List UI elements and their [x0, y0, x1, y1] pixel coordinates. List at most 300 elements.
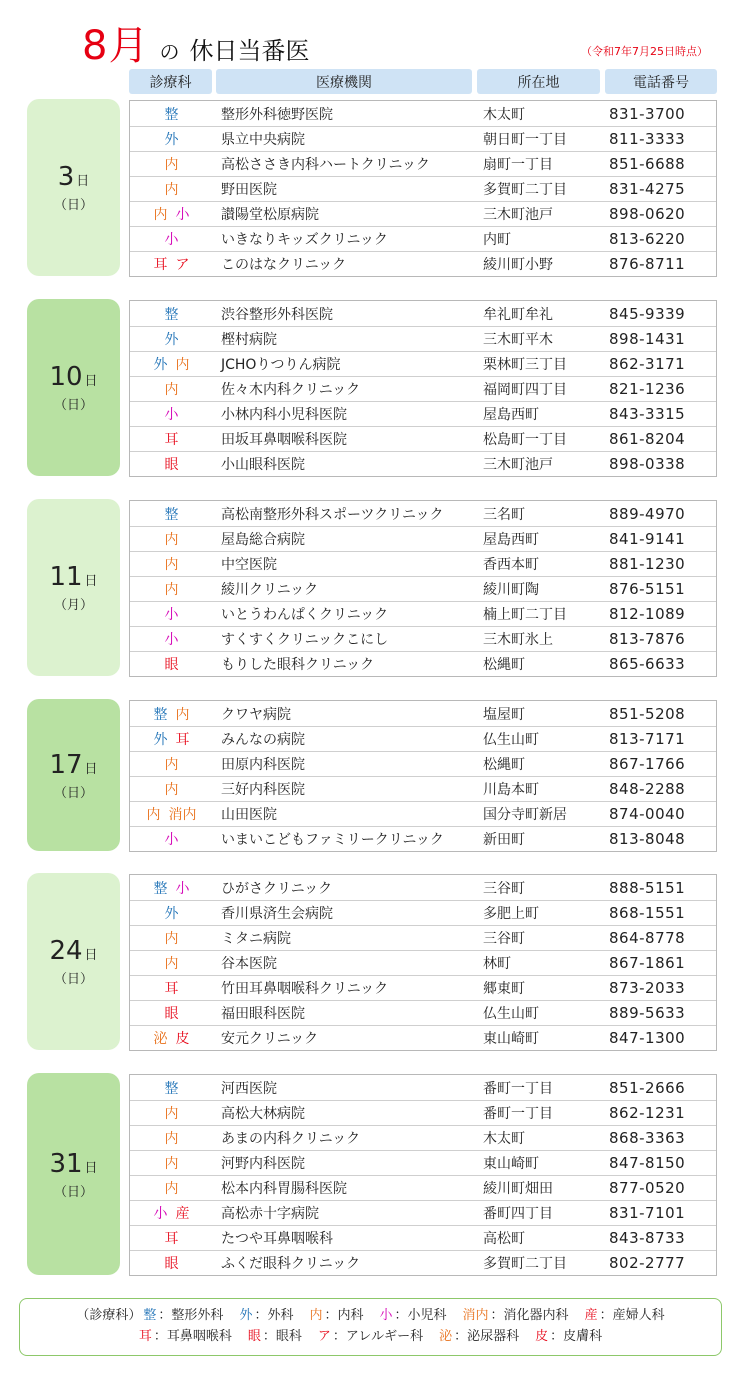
dept-cell — [130, 104, 213, 124]
dept-abbr: 内 — [164, 157, 179, 173]
table-row — [130, 826, 716, 851]
table-row — [130, 626, 716, 651]
institution-name: ミタニ病院 — [221, 931, 291, 947]
legend-line — [20, 1305, 721, 1326]
phone-number: 862-1231 — [609, 1104, 686, 1122]
phone-number: 864-8778 — [609, 929, 686, 947]
day-number — [49, 362, 97, 392]
dept-abbr: 消内 — [168, 807, 197, 823]
dept-abbr: 眼 — [164, 1256, 179, 1272]
dept-cell — [130, 579, 213, 599]
dept-cell — [130, 1003, 213, 1023]
table-row — [130, 351, 716, 376]
legend-abbr: 整 — [143, 1308, 157, 1323]
institution-name: もりした眼科クリニック — [221, 657, 375, 673]
address: 屋島西町 — [483, 407, 539, 423]
legend-text: ：アレルギー科 — [332, 1329, 424, 1344]
phone-number: 802-2777 — [609, 1254, 686, 1272]
dept-cell — [130, 354, 213, 374]
dept-abbr: 整 — [164, 506, 179, 523]
phone-number: 843-3315 — [609, 405, 686, 423]
dept-cell — [130, 129, 213, 149]
title-main: 休日当番医 — [189, 37, 310, 65]
table-row — [130, 726, 716, 751]
institution-name: 福田眼科医院 — [221, 1006, 305, 1022]
institution-name: 香川県済生会病院 — [221, 906, 333, 922]
day-unit: 日 — [84, 948, 98, 963]
phone-number: 861-8204 — [609, 430, 686, 448]
address: 多賀町二丁目 — [483, 182, 567, 198]
institution-name: 樫村病院 — [221, 332, 277, 348]
dept-abbr: 内 — [164, 382, 179, 398]
institution-name: 谷本医院 — [221, 956, 277, 972]
dept-cell — [130, 804, 213, 824]
table-row — [130, 451, 716, 476]
institution-name: 野田医院 — [221, 182, 277, 198]
dept-cell — [130, 1128, 213, 1148]
institution-name: 屋島総合病院 — [221, 532, 305, 548]
address: 川島本町 — [483, 782, 539, 798]
address: 木太町 — [483, 1131, 525, 1147]
dept-abbr: 小 — [164, 607, 179, 623]
dept-cell — [130, 1253, 213, 1273]
address: 松島町一丁目 — [483, 432, 567, 448]
table-row — [130, 226, 716, 251]
dept-cell — [130, 154, 213, 174]
address: 番町四丁目 — [483, 1206, 553, 1222]
weekday: （日） — [53, 198, 93, 213]
table-row — [130, 576, 716, 601]
dept-abbr: 小 — [164, 832, 179, 848]
institution-name: すくすくクリニックこにし — [221, 632, 389, 648]
institution-name: このはなクリニック — [221, 257, 347, 273]
table-row — [130, 151, 716, 176]
table-row — [130, 1175, 716, 1200]
table-row — [130, 601, 716, 626]
address: 高松町 — [483, 1231, 525, 1247]
address: 三谷町 — [483, 880, 525, 897]
address: 内町 — [483, 232, 511, 248]
dept-abbr: 産 — [175, 1206, 190, 1222]
day-number — [49, 936, 97, 966]
as-of-date: （令和7年7月25日時点） — [581, 45, 708, 58]
table-row — [130, 801, 716, 826]
dept-abbr: 整 — [164, 106, 179, 123]
dept-abbr: 小 — [164, 232, 179, 248]
address: 塩屋町 — [483, 706, 525, 723]
dept-cell — [130, 1078, 213, 1098]
dept-cell — [130, 329, 213, 349]
institution-name: 中空医院 — [221, 557, 277, 573]
address: 楠上町二丁目 — [483, 607, 567, 623]
phone-number: 812-1089 — [609, 605, 686, 623]
dept-abbr: 眼 — [164, 1006, 179, 1022]
dept-abbr: 外 — [153, 357, 168, 373]
address: 東山崎町 — [483, 1031, 539, 1047]
institution-name: あまの内科クリニック — [221, 1131, 361, 1147]
phone-number: 813-8048 — [609, 830, 686, 848]
address: 林町 — [483, 956, 511, 972]
institution-name: 安元クリニック — [221, 1031, 319, 1047]
table-row — [130, 301, 716, 326]
department-legend — [19, 1298, 722, 1356]
table-row — [130, 875, 716, 900]
institution-name: 田原内科医院 — [221, 757, 305, 773]
address: 三名町 — [483, 506, 525, 523]
phone-number: 888-5151 — [609, 878, 686, 897]
table-row — [130, 701, 716, 726]
dept-cell — [130, 878, 213, 898]
dept-cell — [130, 978, 213, 998]
address: 綾川町陶 — [483, 582, 539, 598]
institution-name: ふくだ眼科クリニック — [221, 1256, 361, 1272]
legend-text: ：皮膚科 — [550, 1329, 603, 1344]
address: 香西本町 — [483, 557, 539, 573]
address: 多賀町二丁目 — [483, 1256, 567, 1272]
legend-prefix: （診療科） — [76, 1308, 142, 1323]
legend-line — [20, 1326, 721, 1347]
dept-abbr: 内 — [164, 757, 179, 773]
address: 番町一丁目 — [483, 1080, 553, 1097]
dept-cell — [130, 504, 213, 524]
legend-abbr: 泌 — [439, 1329, 453, 1344]
phone-number: 868-3363 — [609, 1129, 686, 1147]
phone-number: 831-3700 — [609, 104, 686, 123]
phone-number: 813-7171 — [609, 730, 686, 748]
header-address: 所在地 — [477, 69, 600, 94]
institution-name: 綾川クリニック — [221, 582, 319, 598]
address: 木太町 — [483, 106, 525, 123]
dept-cell — [130, 429, 213, 449]
dept-abbr: 耳 — [164, 432, 179, 448]
dept-abbr: 整 — [164, 306, 179, 323]
institution-name: 渋谷整形外科医院 — [221, 306, 333, 323]
institution-name: たつや耳鼻咽喉科 — [221, 1231, 333, 1247]
phone-number: 889-5633 — [609, 1004, 686, 1022]
table-row — [130, 426, 716, 451]
table-row — [130, 251, 716, 276]
dept-cell — [130, 1103, 213, 1123]
dept-abbr: 外 — [164, 132, 179, 148]
dept-cell — [130, 654, 213, 674]
day-box — [27, 699, 120, 851]
address: 綾川町畑田 — [483, 1181, 553, 1197]
weekday: （日） — [53, 1184, 93, 1200]
table-row — [130, 1000, 716, 1025]
address: 三木町氷上 — [483, 632, 553, 648]
phone-number: 867-1766 — [609, 755, 686, 773]
dept-cell — [130, 754, 213, 774]
dept-cell — [130, 928, 213, 948]
table-row — [130, 1125, 716, 1150]
dept-abbr: 皮 — [175, 1031, 190, 1047]
legend-abbr: 小 — [379, 1308, 393, 1323]
phone-number: 898-0338 — [609, 455, 686, 473]
day-value: 31 — [49, 1148, 83, 1179]
day-box — [27, 299, 120, 476]
table-row — [130, 1250, 716, 1275]
page-title — [82, 14, 310, 69]
address: 松縄町 — [483, 757, 525, 773]
dept-abbr: 眼 — [164, 457, 179, 473]
dept-cell — [130, 304, 213, 324]
phone-number: 845-9339 — [609, 304, 686, 323]
day-box — [27, 99, 120, 276]
day-table — [129, 700, 717, 852]
dept-abbr: 小 — [175, 880, 190, 897]
legend-abbr: 皮 — [535, 1329, 549, 1344]
dept-cell — [130, 254, 213, 274]
phone-number: 889-4970 — [609, 504, 686, 523]
table-row — [130, 501, 716, 526]
dept-cell — [130, 229, 213, 249]
day-box — [27, 1073, 120, 1275]
dept-abbr: 外 — [153, 732, 168, 748]
table-row — [130, 1025, 716, 1050]
institution-name: 田坂耳鼻咽喉科医院 — [221, 432, 347, 448]
dept-abbr: 内 — [175, 706, 190, 723]
dept-abbr: 内 — [164, 532, 179, 548]
phone-number: 868-1551 — [609, 904, 686, 922]
day-value: 10 — [49, 362, 83, 392]
address: 福岡町四丁目 — [483, 382, 567, 398]
phone-number: 862-3171 — [609, 355, 686, 373]
institution-name: 讃陽堂松原病院 — [221, 207, 319, 223]
dept-abbr: 内 — [164, 557, 179, 573]
dept-cell — [130, 179, 213, 199]
table-row — [130, 126, 716, 151]
dept-cell — [130, 604, 213, 624]
institution-name: クワヤ病院 — [221, 706, 291, 723]
table-row — [130, 326, 716, 351]
institution-name: みんなの病院 — [221, 732, 305, 748]
institution-name: いまいこどもファミリークリニック — [221, 832, 444, 848]
dept-abbr: 小 — [153, 1206, 168, 1222]
day-table — [129, 100, 717, 277]
dept-abbr: 整 — [153, 706, 168, 723]
institution-name: 整形外科徳野医院 — [221, 106, 333, 123]
address: 東山崎町 — [483, 1156, 539, 1172]
table-row — [130, 950, 716, 975]
legend-abbr: ア — [317, 1329, 331, 1344]
day-number — [58, 162, 90, 192]
legend-abbr: 消内 — [462, 1308, 489, 1323]
address: 新田町 — [483, 832, 525, 848]
dept-cell — [130, 554, 213, 574]
institution-name: 高松南整形外科スポーツクリニック — [221, 506, 444, 523]
address: 郷東町 — [483, 981, 525, 997]
institution-name: 河西医院 — [221, 1080, 277, 1097]
phone-number: 813-7876 — [609, 630, 686, 648]
dept-cell — [130, 829, 213, 849]
dept-abbr: 小 — [175, 207, 190, 223]
header-phone: 電話番号 — [605, 69, 717, 94]
table-row — [130, 101, 716, 126]
phone-number: 848-2288 — [609, 780, 686, 798]
phone-number: 876-8711 — [609, 255, 686, 273]
dept-abbr: 内 — [164, 1106, 179, 1122]
dept-abbr: 内 — [164, 931, 179, 947]
table-row — [130, 526, 716, 551]
table-row — [130, 900, 716, 925]
phone-number: 843-8733 — [609, 1229, 686, 1247]
table-row — [130, 176, 716, 201]
institution-name: JCHOりつりん病院 — [221, 357, 341, 373]
institution-name: 県立中央病院 — [221, 132, 305, 148]
day-box — [27, 499, 120, 676]
phone-number: 841-9141 — [609, 530, 686, 548]
dept-cell — [130, 729, 213, 749]
dept-abbr: 眼 — [164, 657, 179, 673]
table-row — [130, 551, 716, 576]
phone-number: 877-0520 — [609, 1179, 686, 1197]
dept-cell — [130, 1178, 213, 1198]
day-value: 24 — [49, 936, 83, 966]
table-row — [130, 201, 716, 226]
phone-number: 898-0620 — [609, 205, 686, 223]
legend-abbr: 眼 — [247, 1329, 261, 1344]
institution-name: 三好内科医院 — [221, 782, 305, 798]
dept-cell — [130, 404, 213, 424]
legend-text: ：眼科 — [262, 1329, 302, 1344]
dept-abbr: 内 — [164, 1181, 179, 1197]
address: 朝日町一丁目 — [483, 132, 567, 148]
table-row — [130, 1075, 716, 1100]
phone-number: 898-1431 — [609, 330, 686, 348]
title-particle: の — [159, 40, 180, 64]
address: 仏生山町 — [483, 1006, 539, 1022]
address: 屋島西町 — [483, 532, 539, 548]
table-row — [130, 1150, 716, 1175]
address: 三木町池戸 — [483, 207, 553, 223]
table-row — [130, 776, 716, 801]
dept-abbr: 内 — [153, 207, 168, 223]
dept-abbr: 内 — [175, 357, 190, 373]
phone-number: 821-1236 — [609, 380, 686, 398]
day-number — [49, 750, 97, 780]
weekday: （日） — [53, 972, 93, 987]
address: 綾川町小野 — [483, 257, 553, 273]
dept-cell — [130, 1203, 213, 1223]
phone-number: 865-6633 — [609, 655, 686, 673]
institution-name: 佐々木内科クリニック — [221, 382, 361, 398]
institution-name: 小林内科小児科医院 — [221, 407, 347, 423]
phone-number: 874-0040 — [609, 805, 686, 823]
dept-abbr: 耳 — [164, 981, 179, 997]
table-row — [130, 975, 716, 1000]
legend-text: ：小児科 — [394, 1308, 447, 1323]
table-row — [130, 925, 716, 950]
day-unit: 日 — [84, 374, 98, 389]
institution-name: 松本内科胃腸科医院 — [221, 1181, 347, 1197]
dept-cell — [130, 1228, 213, 1248]
legend-abbr: 外 — [239, 1308, 253, 1323]
legend-abbr: 産 — [584, 1308, 598, 1323]
day-number — [49, 562, 97, 592]
dept-abbr: 内 — [164, 956, 179, 972]
legend-abbr: 耳 — [138, 1329, 152, 1344]
dept-abbr: ア — [175, 257, 190, 273]
dept-cell — [130, 204, 213, 224]
legend-text: ：外科 — [254, 1308, 294, 1323]
phone-number: 851-2666 — [609, 1078, 686, 1097]
phone-number: 851-6688 — [609, 155, 686, 173]
day-table — [129, 874, 717, 1051]
legend-text: ：耳鼻咽喉科 — [153, 1329, 232, 1344]
dept-cell — [130, 379, 213, 399]
address: 番町一丁目 — [483, 1106, 553, 1122]
day-unit: 日 — [84, 1160, 98, 1176]
address: 多肥上町 — [483, 906, 539, 922]
phone-number: 831-4275 — [609, 180, 686, 198]
institution-name: 高松赤十字病院 — [221, 1206, 319, 1222]
phone-number: 881-1230 — [609, 555, 686, 573]
day-value: 11 — [49, 562, 83, 592]
legend-text: ：泌尿器科 — [454, 1329, 520, 1344]
table-row — [130, 751, 716, 776]
weekday: （日） — [53, 785, 93, 801]
dept-abbr: 耳 — [164, 1231, 179, 1247]
dept-abbr: 内 — [164, 1131, 179, 1147]
phone-number: 851-5208 — [609, 704, 686, 723]
day-unit: 日 — [84, 761, 98, 777]
dept-cell — [130, 704, 213, 724]
header-institution: 医療機関 — [216, 69, 472, 94]
table-row — [130, 1225, 716, 1250]
institution-name: 山田医院 — [221, 807, 277, 823]
day-number — [49, 1149, 97, 1179]
dept-abbr: 内 — [164, 582, 179, 598]
dept-cell — [130, 903, 213, 923]
day-unit: 日 — [84, 574, 98, 589]
table-row — [130, 376, 716, 401]
day-table — [129, 500, 717, 677]
phone-number: 867-1861 — [609, 954, 686, 972]
table-row — [130, 1200, 716, 1225]
institution-name: いとうわんぱくクリニック — [221, 607, 389, 623]
table-row — [130, 1100, 716, 1125]
institution-name: 小山眼科医院 — [221, 457, 305, 473]
legend-text: ：消化器内科 — [490, 1308, 569, 1323]
day-value: 3 — [57, 162, 75, 192]
address: 栗林町三丁目 — [483, 357, 567, 373]
dept-cell — [130, 629, 213, 649]
address: 三木町平木 — [483, 332, 553, 348]
phone-number: 847-8150 — [609, 1154, 686, 1172]
phone-number: 831-7101 — [609, 1204, 686, 1222]
institution-name: 高松ささき内科ハートクリニック — [221, 157, 430, 173]
weekday: （月） — [53, 598, 93, 613]
header-dept: 診療科 — [129, 69, 212, 94]
address: 三木町池戸 — [483, 457, 553, 473]
dept-abbr: 内 — [164, 782, 179, 798]
institution-name: ひがさクリニック — [221, 880, 333, 897]
institution-name: 河野内科医院 — [221, 1156, 305, 1172]
dept-abbr: 内 — [164, 182, 179, 198]
dept-cell — [130, 454, 213, 474]
dept-abbr: 耳 — [153, 257, 168, 273]
dept-cell — [130, 1153, 213, 1173]
legend-text: ：内科 — [324, 1308, 364, 1323]
phone-number: 873-2033 — [609, 979, 686, 997]
address: 扇町一丁目 — [483, 157, 553, 173]
dept-abbr: 耳 — [175, 732, 190, 748]
dept-abbr: 外 — [164, 332, 179, 348]
phone-number: 847-1300 — [609, 1029, 686, 1047]
title-month: 8月 — [82, 23, 150, 69]
dept-abbr: 泌 — [153, 1031, 168, 1047]
dept-cell — [130, 779, 213, 799]
